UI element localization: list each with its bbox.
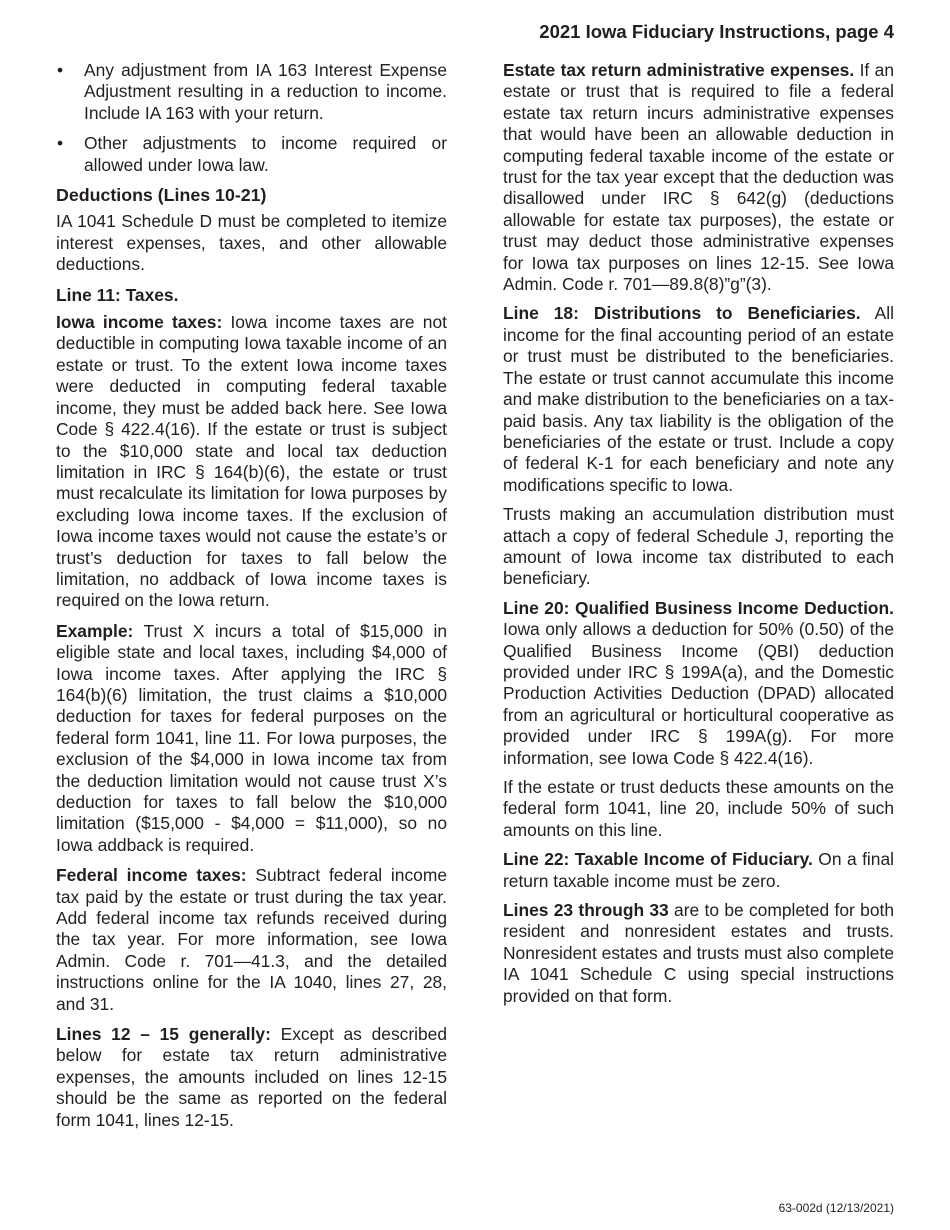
trusts-accumulation-paragraph: Trusts making an accumulation distribution must attach a copy of federal Schedule J, reporting the amount of Iowa income tax distributed to each beneficiary. xyxy=(503,504,894,589)
page-title: 2021 Iowa Fiduciary Instructions, page 4 xyxy=(539,21,894,42)
list-item xyxy=(56,60,447,124)
line18-paragraph xyxy=(503,303,894,496)
estate-tax-admin-paragraph xyxy=(503,60,894,295)
list-item xyxy=(56,133,447,176)
lines-12-15-paragraph xyxy=(56,1024,447,1131)
example-paragraph xyxy=(56,621,447,856)
example-lead: Example: xyxy=(56,620,134,641)
line20-followup-paragraph: If the estate or trust deducts these amounts on the federal form 1041, line 20, include 50% of such amounts on this line. xyxy=(503,777,894,840)
adjustment-list xyxy=(56,60,447,176)
bullet-icon: • xyxy=(57,133,64,154)
deductions-paragraph: IA 1041 Schedule D must be completed to itemize interest expenses, taxes, and other allowable deductions. xyxy=(56,211,447,275)
lines-12-15-lead: Lines 12 – 15 generally: xyxy=(56,1024,271,1045)
federal-income-taxes-paragraph xyxy=(56,865,447,1015)
bullet-icon: • xyxy=(57,60,64,80)
example-text: Trust X incurs a total of $15,000 in eligible state and local taxes, including $4,000 of Iowa income taxes. After applying the IRC § 164(b)(6) limitation, the trust claims a $10,000 deduction for taxes for federal purposes on the federal form 1041, line 11. For Iowa purposes, the exclusion of the $4,000 in Iowa income tax from the deduction limitation would not cause trust X’s deduction for taxes to fall below the $10,000 limitation ($15,000 - $4,000 = $11,000), so no Iowa addback is required. xyxy=(56,620,447,855)
estate-tax-admin-text: If an estate or trust that is required to file a federal estate tax return incurs administrative expenses that would have been an allowable deduction in computing federal taxable income of the estate or trust for the tax year except that the deduction was disallowed under IRC § 642(g) (deductions allowable for estate tax purposes), the estate or trust may deduct those administrative expenses for Iowa tax purposes on lines 12-15. See Iowa Admin. Code r. 701—89.8(8)”g”(3). xyxy=(503,60,894,295)
iowa-income-taxes-paragraph xyxy=(56,312,447,612)
lines-23-33-text: are to be completed for both resident and nonresident estates and trusts. Nonresident estates and trusts must also complete IA 1041 Schedule C using special instructions provided on that form. xyxy=(503,900,894,1006)
lines-12-15-text: Except as described below for estate tax return administrative expenses, the amounts included on lines 12-15 should be the same as reported on the federal form 1041, lines 12-15. xyxy=(56,1024,448,1130)
line20-lead: Line 20: Qualified Business Income Deduction. xyxy=(503,597,894,618)
line18-text: All income for the final accounting period of an estate or trust must be distributed to the beneficiaries. The estate or trust cannot accumulate this income and make distribution to the beneficiaries on a tax-paid basis. Any tax liability is the obligation of the beneficiaries of the estate or trust. Include a copy of federal K-1 for each beneficiary and note any modifications specific to Iowa. xyxy=(503,303,895,495)
lines-23-33-lead: Lines 23 through 33 xyxy=(503,900,669,921)
list-item-text: Other adjustments to income required or allowed under Iowa law. xyxy=(84,133,447,175)
right-column xyxy=(503,60,894,1015)
line22-paragraph xyxy=(503,849,894,892)
form-code: 63-002d (12/13/2021) xyxy=(778,1201,894,1215)
line22-text: On a final return taxable income must be zero. xyxy=(503,849,894,891)
lines-23-33-paragraph xyxy=(503,900,894,1007)
line20-paragraph xyxy=(503,598,894,769)
estate-tax-admin-lead: Estate tax return administrative expenses. xyxy=(503,60,855,80)
federal-income-taxes-text: Subtract federal income tax paid by the estate or trust during the tax year. Add federal income tax refunds received during the tax year. For more information, see Iowa Admin. Code r. 701—41.3, and the detailed instructions online for the IA 1040, lines 27, 28, and 31. xyxy=(56,865,447,1014)
federal-income-taxes-lead: Federal income taxes: xyxy=(56,865,247,886)
left-column xyxy=(56,60,447,1140)
deductions-heading: Deductions (Lines 10-21) xyxy=(56,185,267,206)
iowa-income-taxes-text: Iowa income taxes are not deductible in computing Iowa taxable income of an estate or trust. To the extent Iowa income taxes were deducted in computing federal taxable income, they must be added back here. See Iowa Code § 422.4(16). If the estate or trust is subject to the $10,000 state and local tax deduction limitation in IRC § 164(b)(6), the estate or trust must recalculate its limitation for Iowa purposes by excluding Iowa income taxes. If the exclusion of Iowa income taxes would not cause the estate’s or trust’s deduction for taxes to fall below the limitation, no addback of Iowa income taxes is required on the Iowa return. xyxy=(56,312,447,611)
line22-lead: Line 22: Taxable Income of Fiduciary. xyxy=(503,849,813,870)
line18-lead: Line 18: Distributions to Beneficiaries. xyxy=(503,303,861,324)
line20-text: Iowa only allows a deduction for 50% (0.50) of the Qualified Business Income (QBI) deduction provided under IRC § 199A(a), and the Domestic Production Activities Deduction (DPAD) allocated from an agricultural or horticultural cooperative as provided under IRC § 199A(g). For more information, see Iowa Code § 422.4(16). xyxy=(503,619,894,768)
line11-heading: Line 11: Taxes. xyxy=(56,284,179,305)
iowa-income-taxes-lead: Iowa income taxes: xyxy=(56,312,223,333)
list-item-text: Any adjustment from IA 163 Interest Expense Adjustment resulting in a reduction to income. Include IA 163 with your return. xyxy=(84,60,447,123)
